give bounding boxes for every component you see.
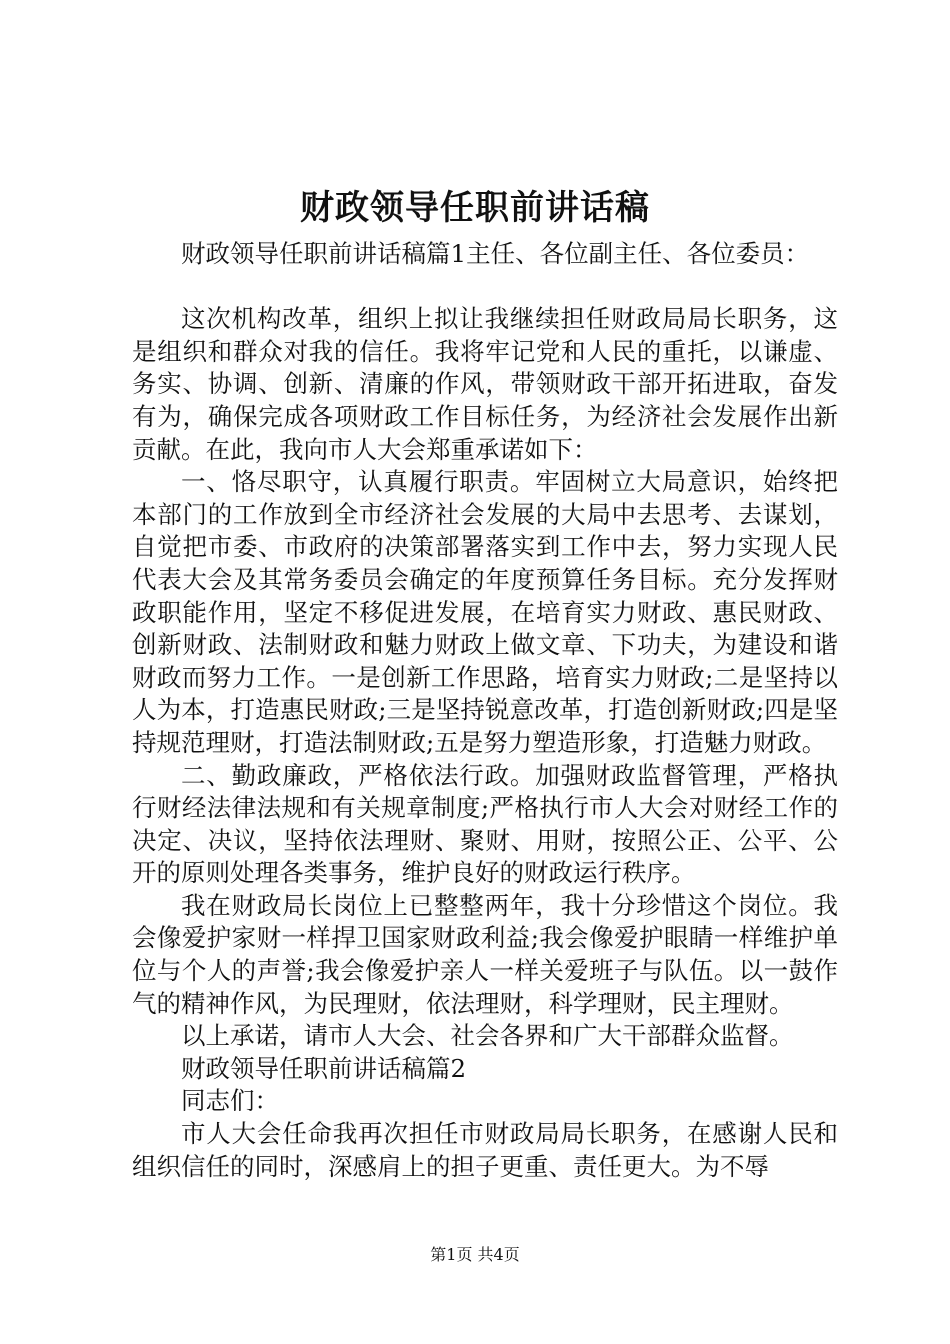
body-paragraph: 二、勤政廉政，严格依法行政。加强财政监督管理，严格执行财经法律法规和有关规章制度;严格执行市人大会对财经工作的决定、决议，坚持依法理财、聚财、用财，按照公正、公平、公开的原则处理各类事务，维护良好的财政运行秩序。 <box>132 760 838 888</box>
page-number-footer: 第1页 共4页 <box>430 1245 520 1264</box>
salutation: 同志们： <box>181 1086 279 1116</box>
opening-paragraph: 财政领导任职前讲话稿篇1主任、各位副主任、各位委员： <box>181 239 810 268</box>
body-paragraph: 一、恪尽职守，认真履行职责。牢固树立大局意识，始终把本部门的工作放到全市经济社会发展的大局中去思考、去谋划，自觉把市委、市政府的决策部署落实到工作中去，努力实现人民代表大会及其常务委员会确定的年度预算任务目标。充分发挥财政职能作用，坚定不移促进发展，在培育实力财政、惠民财政、创新财政、法制财政和魅力财政上做文章、下功夫，为建设和谐财政而努力工作。一是创新工作思路，培育实力财政;二是坚持以人为本，打造惠民财政;三是坚持锐意改革，打造创新财政;四是坚持规范理财，打造法制财政;五是努力塑造形象，打造魅力财政。 <box>132 467 838 757</box>
document-body <box>132 238 838 1183</box>
body-paragraph: 市人大会任命我再次担任市财政局局长职务，在感谢人民和组织信任的同时，深感肩上的担子更重、责任更大。为不辱 <box>132 1119 838 1181</box>
body-paragraph: 我在财政局长岗位上已整整两年，我十分珍惜这个岗位。我会像爱护家财一样捍卫国家财政利益;我会像爱护眼睛一样维护单位与个人的声誉;我会像爱护亲人一样关爱班子与队伍。以一鼓作气的精神作风，为民理财，依法理财，科学理财，民主理财。 <box>132 890 838 1018</box>
body-paragraph: 这次机构改革，组织上拟让我继续担任财政局局长职务，这是组织和群众对我的信任。我将牢记党和人民的重托，以谦虚、务实、协调、创新、清廉的作风，带领财政干部开拓进取，奋发有为，确保完成各项财政工作目标任务，为经济社会发展作出新贡献。在此，我向市人大会郑重承诺如下： <box>132 304 838 464</box>
body-paragraph: 以上承诺，请市人大会、社会各界和广大干部群众监督。 <box>181 1021 794 1051</box>
document-title: 财政领导任职前讲话稿 <box>300 188 650 228</box>
section-heading: 财政领导任职前讲话稿篇2 <box>181 1053 467 1083</box>
